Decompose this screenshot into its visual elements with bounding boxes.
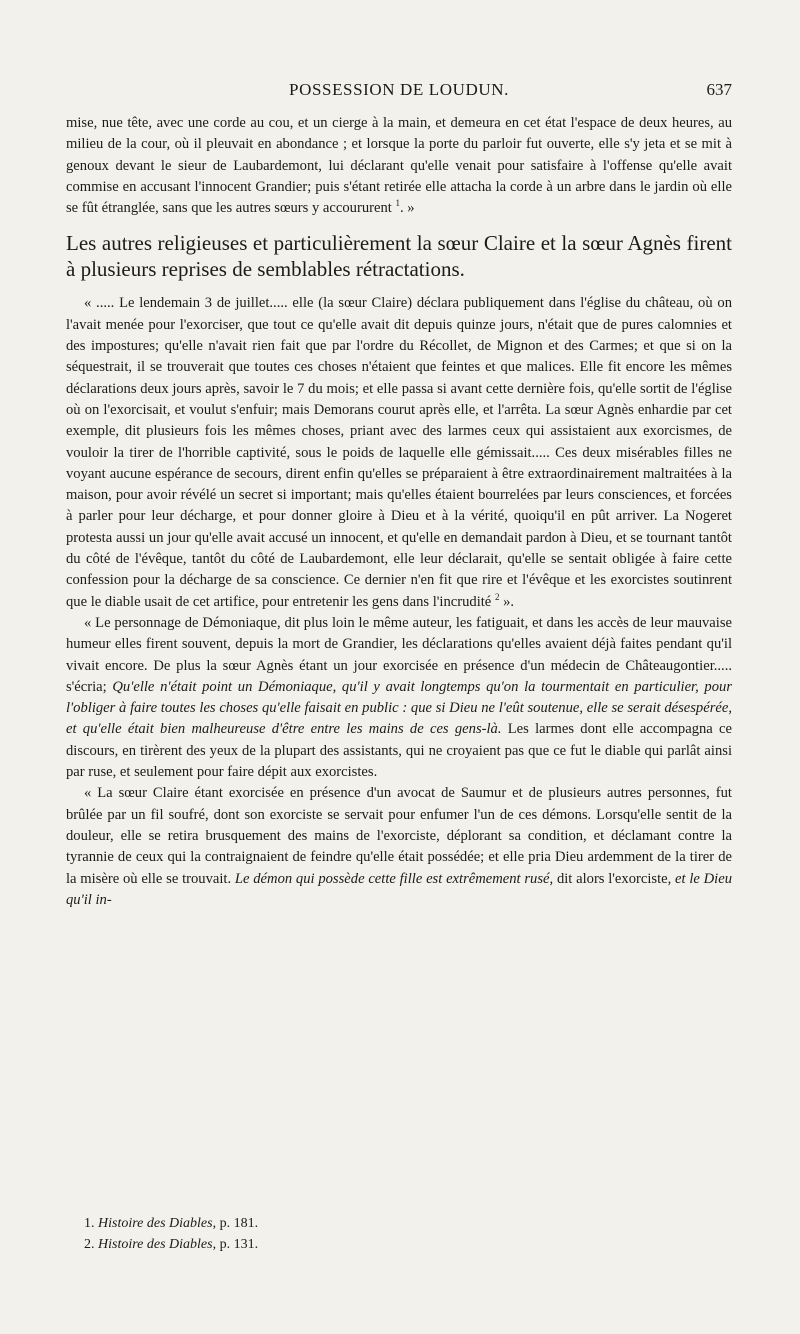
footnote-1-title: Histoire des Diables bbox=[98, 1216, 213, 1231]
footnote-ref-2: 2 bbox=[494, 591, 500, 602]
paragraph-4-quote-2: et le Dieu qu'il in- bbox=[66, 870, 732, 908]
footnote-1 bbox=[84, 1213, 724, 1234]
footnote-2 bbox=[84, 1234, 724, 1255]
paragraph-2-text: « ..... Le lendemain 3 de juillet..... elle (la sœur Claire) déclara publiquement dans l'église du château, où on l'avait menée pour l'exorciser, que tout ce qu'elle avait dit depuis quinze jours, n'était que de pures calomnies et des impostures; qu'elle n'avait rien fait que par l'ordre du Récollet, de Mignon et des Carmes; et que si on la séquestrait, il se trouverait que toutes ces choses n'étaient que feintes et que malices. Elle fit encore les mêmes déclarations deux jours après, savoir le 7 du mois; et elle passa si avant cette dernière fois, qu'elle sortit de l'église où on l'exorcisait, et voulut s'enfuir; mais Demorans courut après elle, et l'arrêta. La sœur Agnès enhardie par cet exemple, dit plusieurs fois les mêmes choses, priant avec des larmes ceux qui assistaient aux exorcismes, de vouloir la tirer de l'horrible captivité, sous le poids de laquelle elle gémissait..... Ces deux misérables filles ne voyant aucune espérance de secours, dirent enfin qu'elles se préparaient à être extraordinairement maltraitées à la maison, pour avoir révélé un secret si important; mais qu'elles étaient bourrelées par leurs consciences, et forcées à parler pour leur décharge, et pour donner gloire à Dieu et à la vérité, quoiqu'il en pût arriver. La Nogeret protesta aussi un jour qu'elle avait accusé un innocent, et qu'elle en demandait pardon à Dieu, et se tournant tantôt du côté de l'évêque, tantôt du côté de Laubardemont, elle leur déclarait, qu'elle se sentait obligée à faire cette confession pour la décharge de sa conscience. Ce dernier n'en fit que rire et l'évêque et les exorcistes soutinrent que le diable usait de cet artifice, pour entretenir les gens dans l'incrudité bbox=[66, 295, 732, 610]
footnote-2-number: 2. bbox=[84, 1237, 95, 1252]
paragraph-3 bbox=[66, 613, 732, 783]
paragraph-4 bbox=[66, 783, 732, 911]
paragraph-4-text: « La sœur Claire étant exorcisée en présence d'un avocat de Saumur et de plusieurs autres personnes, fut brûlée par un fil soufré, dont son exorciste se servait pour enfumer l'un de ces démons. Lorsqu'elle sentit de la douleur, elle se retira brusquement des mains de l'exorciste, déplorant sa condition, et déclamant contre la tyrannie de ceux qui la contraignaient de feindre qu'elle était possédée; et elle pria Dieu ardemment de la tirer de la misère où elle se trouvait. bbox=[66, 785, 732, 887]
paragraph-4-quote-1: Le démon qui possède cette fille est extrêmement rusé, bbox=[234, 870, 554, 887]
footnote-2-ref: , p. 131. bbox=[212, 1237, 259, 1252]
paragraph-2-end: ». bbox=[499, 593, 515, 610]
section-heading: Les autres religieuses et particulièrement la sœur Claire et la sœur Agnès firent à plusieurs reprises de semblables rétractations. bbox=[66, 231, 732, 282]
running-title: POSSESSION DE LOUDUN. bbox=[289, 80, 509, 99]
paragraph-1-text: mise, nue tête, avec une corde au cou, et un cierge à la main, et demeura en cet état l'espace de deux heures, au milieu de la cour, où il pleuvait en abondance ; et lorsque la porte du parloir fut ouverte, elle s'y jeta et se mit à genoux devant le sieur de Laubardemont, lui déclarant qu'elle venait pour satisfaire à l'offense qu'elle avait commise en accusant l'innocent Grandier; puis s'étant retirée elle attacha la corde à un arbre dans le jardin où elle se fût étranglée, sans que les autres sœurs y accoururent bbox=[66, 115, 732, 217]
paragraph-3-end: Les larmes dont elle accompagna ce discours, en tirèrent des yeux de la plupart des assistants, qui ne croyaient pas que ce fut le diable qui parlât ainsi par ruse, et seulement pour faire dépit aux exorcistes. bbox=[66, 721, 732, 781]
footnote-1-number: 1. bbox=[84, 1216, 95, 1231]
paragraph-3-quote: Qu'elle n'était point un Démoniaque, qu'il y avait longtemps qu'on la tourmentait en particulier, pour l'obliger à faire toutes les choses qu'elle faisait en public : que si Dieu ne l'eût soutenue, elle se serait désespérée, et qu'elle était bien malheureuse d'être entre les mains de ces gens-là. bbox=[66, 678, 732, 738]
footnote-2-title: Histoire des Diables bbox=[98, 1237, 213, 1252]
footnote-ref-1: 1 bbox=[395, 198, 400, 209]
paragraph-4-mid: dit alors l'exorciste, bbox=[553, 870, 676, 887]
paragraph-2 bbox=[66, 293, 732, 612]
paragraph-1 bbox=[66, 113, 732, 219]
paragraph-1-end: . » bbox=[399, 200, 415, 217]
footnote-1-ref: , p. 181. bbox=[212, 1216, 259, 1231]
page-number: 637 bbox=[706, 80, 732, 99]
page-header bbox=[66, 78, 732, 104]
footnotes bbox=[84, 1213, 724, 1255]
paragraph-3-text: « Le personnage de Démoniaque, dit plus loin le même auteur, les fatiguait, et dans les accès de leur mauvaise humeur elles firent souvent, depuis la mort de Grandier, les déclarations qu'elles avaient déjà faites pendant qu'il vivait encore. De plus la sœur Agnès étant un jour exorcisée en présence d'un médecin de Châteaugontier..... s'écria; bbox=[66, 614, 732, 695]
page-body bbox=[66, 113, 732, 911]
